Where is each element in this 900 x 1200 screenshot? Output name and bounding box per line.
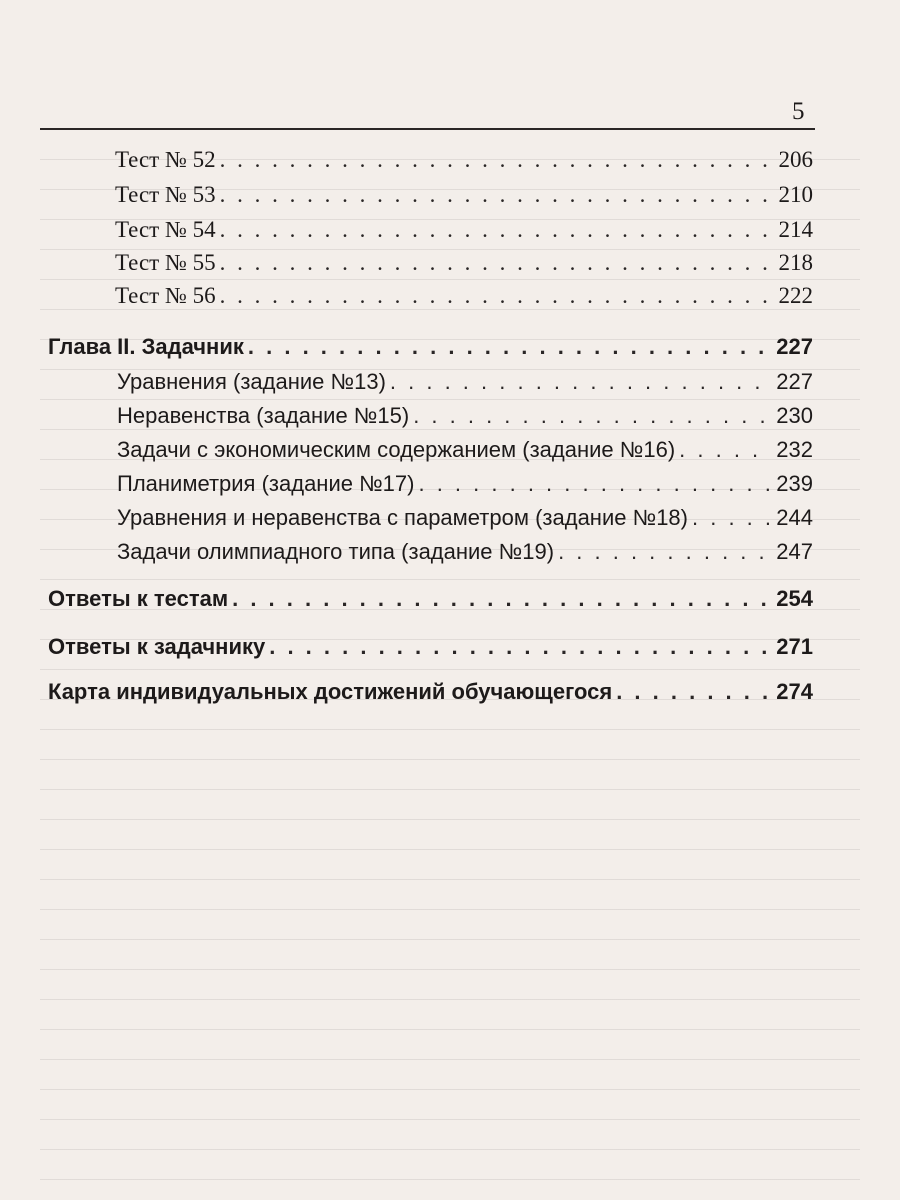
dot-leader [220,215,775,245]
dot-leader [558,537,772,567]
toc-entry-test-54[interactable] [115,215,813,245]
toc-entry-inequalities[interactable] [117,401,813,431]
toc-entry-page: 214 [778,217,813,242]
toc-entry-test-answers[interactable] [48,584,813,614]
toc-entry-page: 239 [776,471,813,496]
toc-entry-chapter-2[interactable] [48,332,813,362]
toc-entry-title: Уравнения (задание №13) [117,369,386,394]
toc-entry-page: 274 [776,679,813,704]
toc-entry-title: Тест № 52 [115,147,216,172]
dot-leader [692,503,772,533]
toc-entry-test-52[interactable] [115,145,813,175]
toc-entry-page: 206 [778,147,813,172]
toc-entry-planimetry[interactable] [117,469,813,499]
toc-entry-title: Тест № 53 [115,182,216,207]
toc-entry-olympiad[interactable] [117,537,813,567]
toc-entry-title: Планиметрия (задание №17) [117,471,415,496]
dot-leader [220,180,775,210]
dot-leader [616,677,772,707]
toc-entry-title: Уравнения и неравенства с параметром (задание №18) [117,505,688,530]
toc-entry-page: 247 [776,539,813,564]
toc-entry-title: Тест № 54 [115,217,216,242]
dot-leader [418,469,772,499]
toc-entry-title: Задачи с экономическим содержанием (задание №16) [117,437,676,462]
toc-entry-page: 271 [776,634,813,659]
toc-entry-page: 227 [776,334,813,359]
toc-entry-title: Задачи олимпиадного типа (задание №19) [117,539,555,564]
dot-leader [679,435,772,465]
dot-leader [413,401,772,431]
dot-leader [390,367,772,397]
toc-entry-page: 227 [776,369,813,394]
page-number: 5 [792,98,805,125]
dot-leader [220,281,775,311]
toc-entry-parametric[interactable] [117,503,813,533]
toc-entry-title: Тест № 56 [115,283,216,308]
dot-leader [269,632,772,662]
toc-entry-equations[interactable] [117,367,813,397]
toc-entry-achievement-map[interactable] [48,677,813,707]
toc-entry-page: 210 [778,182,813,207]
toc-entry-title: Ответы к тестам [48,586,229,611]
toc-entry-page: 232 [776,437,813,462]
toc-entry-title: Неравенства (задание №15) [117,403,410,428]
toc-entry-page: 244 [776,505,813,530]
toc-entry-title: Глава II. Задачник [48,334,244,359]
toc-entry-page: 254 [776,586,813,611]
toc-entry-test-53[interactable] [115,180,813,210]
toc-entry-title: Карта индивидуальных достижений обучающегося [48,679,613,704]
toc-entry-page: 218 [778,250,813,275]
toc-entry-page: 222 [778,283,813,308]
toc-entry-test-55[interactable] [115,248,813,278]
toc-entry-page: 230 [776,403,813,428]
toc-entry-test-56[interactable] [115,281,813,311]
dot-leader [220,145,775,175]
toc-entry-economic-problems[interactable] [117,435,813,465]
dot-leader [220,248,775,278]
toc-entry-title: Ответы к задачнику [48,634,266,659]
dot-leader [248,332,772,362]
toc-entry-problem-answers[interactable] [48,632,813,662]
dot-leader [232,584,772,614]
toc-entry-title: Тест № 55 [115,250,216,275]
